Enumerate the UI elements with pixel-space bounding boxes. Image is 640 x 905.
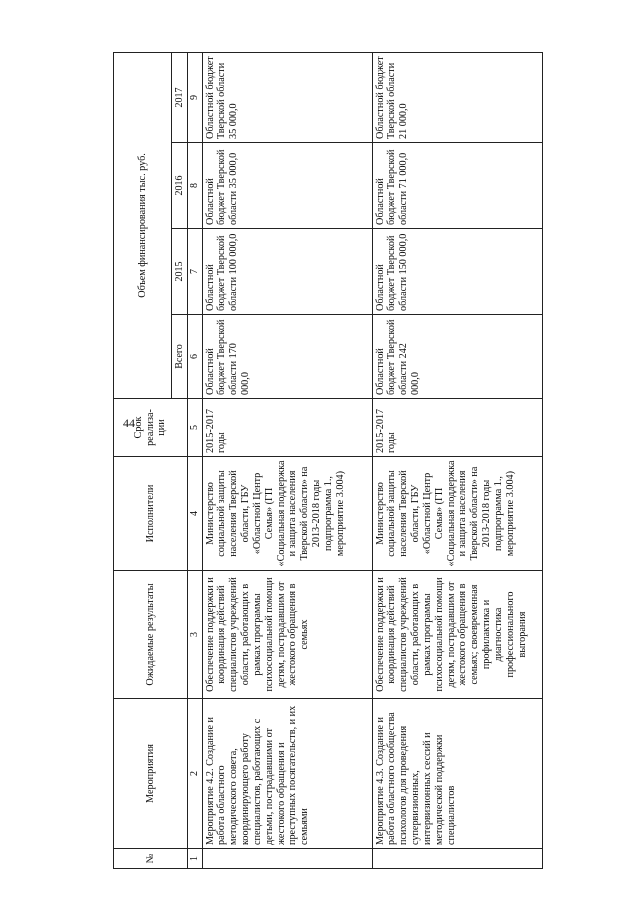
funding-table-rotated xyxy=(113,53,543,869)
column-number: 3 xyxy=(188,571,203,699)
table-row xyxy=(372,52,542,868)
column-number: 2 xyxy=(188,699,203,849)
executor-cell: Министерство социальной защиты населения Тверской области, ГБУ «Областной Центр Семья» (ГП «Социальная поддержка и защита населения Тверской области» на 2013-2018 годы подпрограмма 1., мероприятие 3.004) xyxy=(372,457,542,571)
column-number: 7 xyxy=(188,229,203,315)
activity-cell: Мероприятие 4.2. Создание и работа областного методического совета, координирующего работу специалистов, работающих с детьми, пострадавшими от жестокого обращения и преступных посягательств, и их семьями xyxy=(202,699,372,849)
header-funding: Объем финансирования тыс. руб. xyxy=(114,52,172,398)
column-number: 8 xyxy=(188,143,203,229)
table-row xyxy=(202,52,372,868)
header-2017: 2017 xyxy=(172,52,188,142)
result-cell: Обеспечение поддержки и координация действий специалистов учреждений области, работающих в рамках программы психосоциальной помощи детям, пострадавшим от жестокого обращения в семьях xyxy=(202,571,372,699)
term-cell: 2015-2017 годы xyxy=(202,399,372,457)
column-number: 5 xyxy=(188,399,203,457)
funding-table xyxy=(113,52,543,869)
column-number: 6 xyxy=(188,315,203,399)
total-cell: Областной бюджет Тверской области 170 000,0 xyxy=(202,315,372,399)
row-number xyxy=(202,849,372,869)
header-total: Всего xyxy=(172,315,188,399)
header-activities: Мероприятия xyxy=(114,699,188,849)
column-number: 4 xyxy=(188,457,203,571)
column-number: 9 xyxy=(188,52,203,142)
funding-2016-cell: Областной бюджет Тверской области 35 000,0 xyxy=(202,143,372,229)
header-2016: 2016 xyxy=(172,143,188,229)
column-number: 1 xyxy=(188,849,203,869)
funding-2017-cell: Областной бюджет Тверской области 21 000,0 xyxy=(372,52,542,142)
funding-2015-cell: Областной бюджет Тверской области 100 000,0 xyxy=(202,229,372,315)
row-number xyxy=(372,849,542,869)
header-2015: 2015 xyxy=(172,229,188,315)
header-results: Ожидаемые результаты xyxy=(114,571,188,699)
header-term: Срок реализа-ции xyxy=(114,399,188,457)
total-cell: Областной бюджет Тверской области 242 000,0 xyxy=(372,315,542,399)
funding-2015-cell: Областной бюджет Тверской области 150 000,0 xyxy=(372,229,542,315)
header-executors: Исполнители xyxy=(114,457,188,571)
funding-2017-cell: Областной бюджет Тверской области 35 000,0 xyxy=(202,52,372,142)
executor-cell: Министерство социальной защиты населения Тверской области, ГБУ «Областной Центр Семья» (ГП «Социальная поддержка и защита населения Тверской области» на 2013-2018 годы подпрограмма 1., мероприятие 3.004) xyxy=(202,457,372,571)
funding-2016-cell: Областной бюджет Тверской области 71 000,0 xyxy=(372,143,542,229)
page-number: 44 xyxy=(123,416,135,430)
term-cell: 2015-2017 годы xyxy=(372,399,542,457)
header-no: № xyxy=(114,849,188,869)
result-cell: Обеспечение поддержки и координация действий специалистов учреждений области, работающих в рамках программы психосоциальной помощи детям, пострадавшим от жестокого обращения в семьях; своевременная профилактика и диагностика профессионального выгорания xyxy=(372,571,542,699)
activity-cell: Мероприятие 4.3. Создание и работа областного сообщества психологов для проведения супервизионных, интервизионных сессий и методической поддержки специалистов xyxy=(372,699,542,849)
